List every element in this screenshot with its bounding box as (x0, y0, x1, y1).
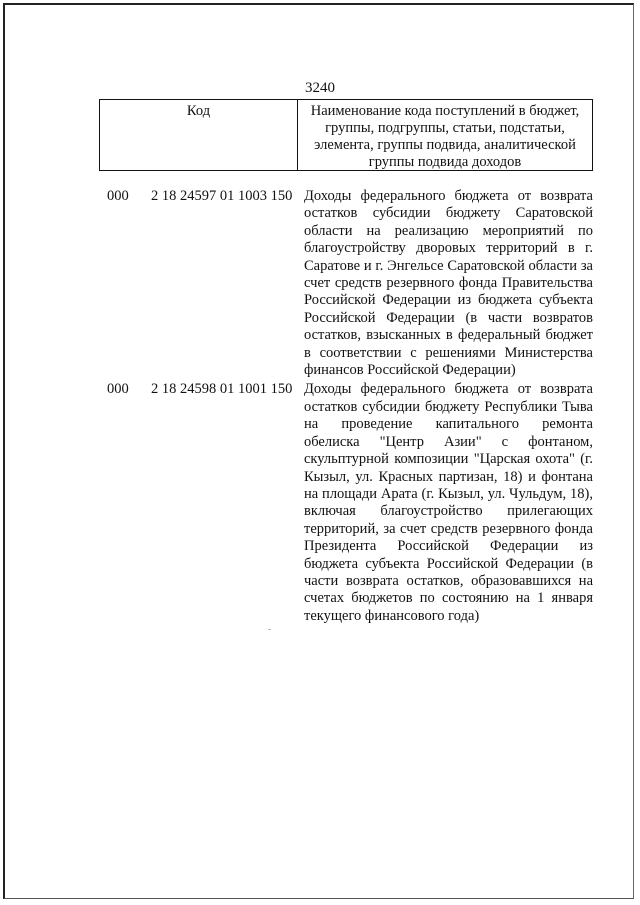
admin-code: 000 (107, 381, 129, 398)
income-description: Доходы федерального бюджета от возврата остатков субсидии бюджету Саратовской области на реализацию мероприятий по благоустройству дворовых территорий в г. Саратове и г. Энгельсе Саратовской области за счет средств резервного фонда Правительства Российской Федерации из бюджета субъекта Российской Федерации (в части возвратов остатков, взысканных в федеральный бюджет в соответствии с решениями Министерства финансов Российской Федерации) (304, 188, 593, 379)
income-code: 2 18 24597 01 1003 150 (151, 188, 293, 204)
scan-speck (268, 629, 271, 630)
income-code: 2 18 24598 01 1001 150 (151, 381, 293, 398)
table-row (99, 188, 593, 379)
income-description: Доходы федерального бюджета от возврата остатков субсидии бюджету Республики Тыва на проведение капитального ремонта обелиска "Центр Азии" с фонтаном, скульптурной композиции "Царская охота" (г. Кызыл, ул. Красных партизан, 18) и фонтана на площади Арата (г. Кызыл, ул. Чульдум, 18), включая благоустройство прилегающих территорий, за счет средств резервного фонда Президента Российской Федерации из бюджета субъекта Российской Федерации (в части возврата остатков, образовавшихся на счетах бюджетов по состоянию на 1 января текущего финансового года) (304, 381, 593, 624)
admin-code: 000 (107, 188, 129, 204)
header-name-label: Наименование кода поступлений в бюджет, группы, подгруппы, статьи, подстатьи, элемента, группы подвида, аналитической группы подвида доходов (310, 103, 580, 170)
page-number: 3240 (305, 80, 335, 96)
header-code-label: Код (100, 100, 298, 170)
table-header (99, 99, 593, 171)
income-code-list (99, 188, 593, 625)
table-row (99, 381, 593, 625)
